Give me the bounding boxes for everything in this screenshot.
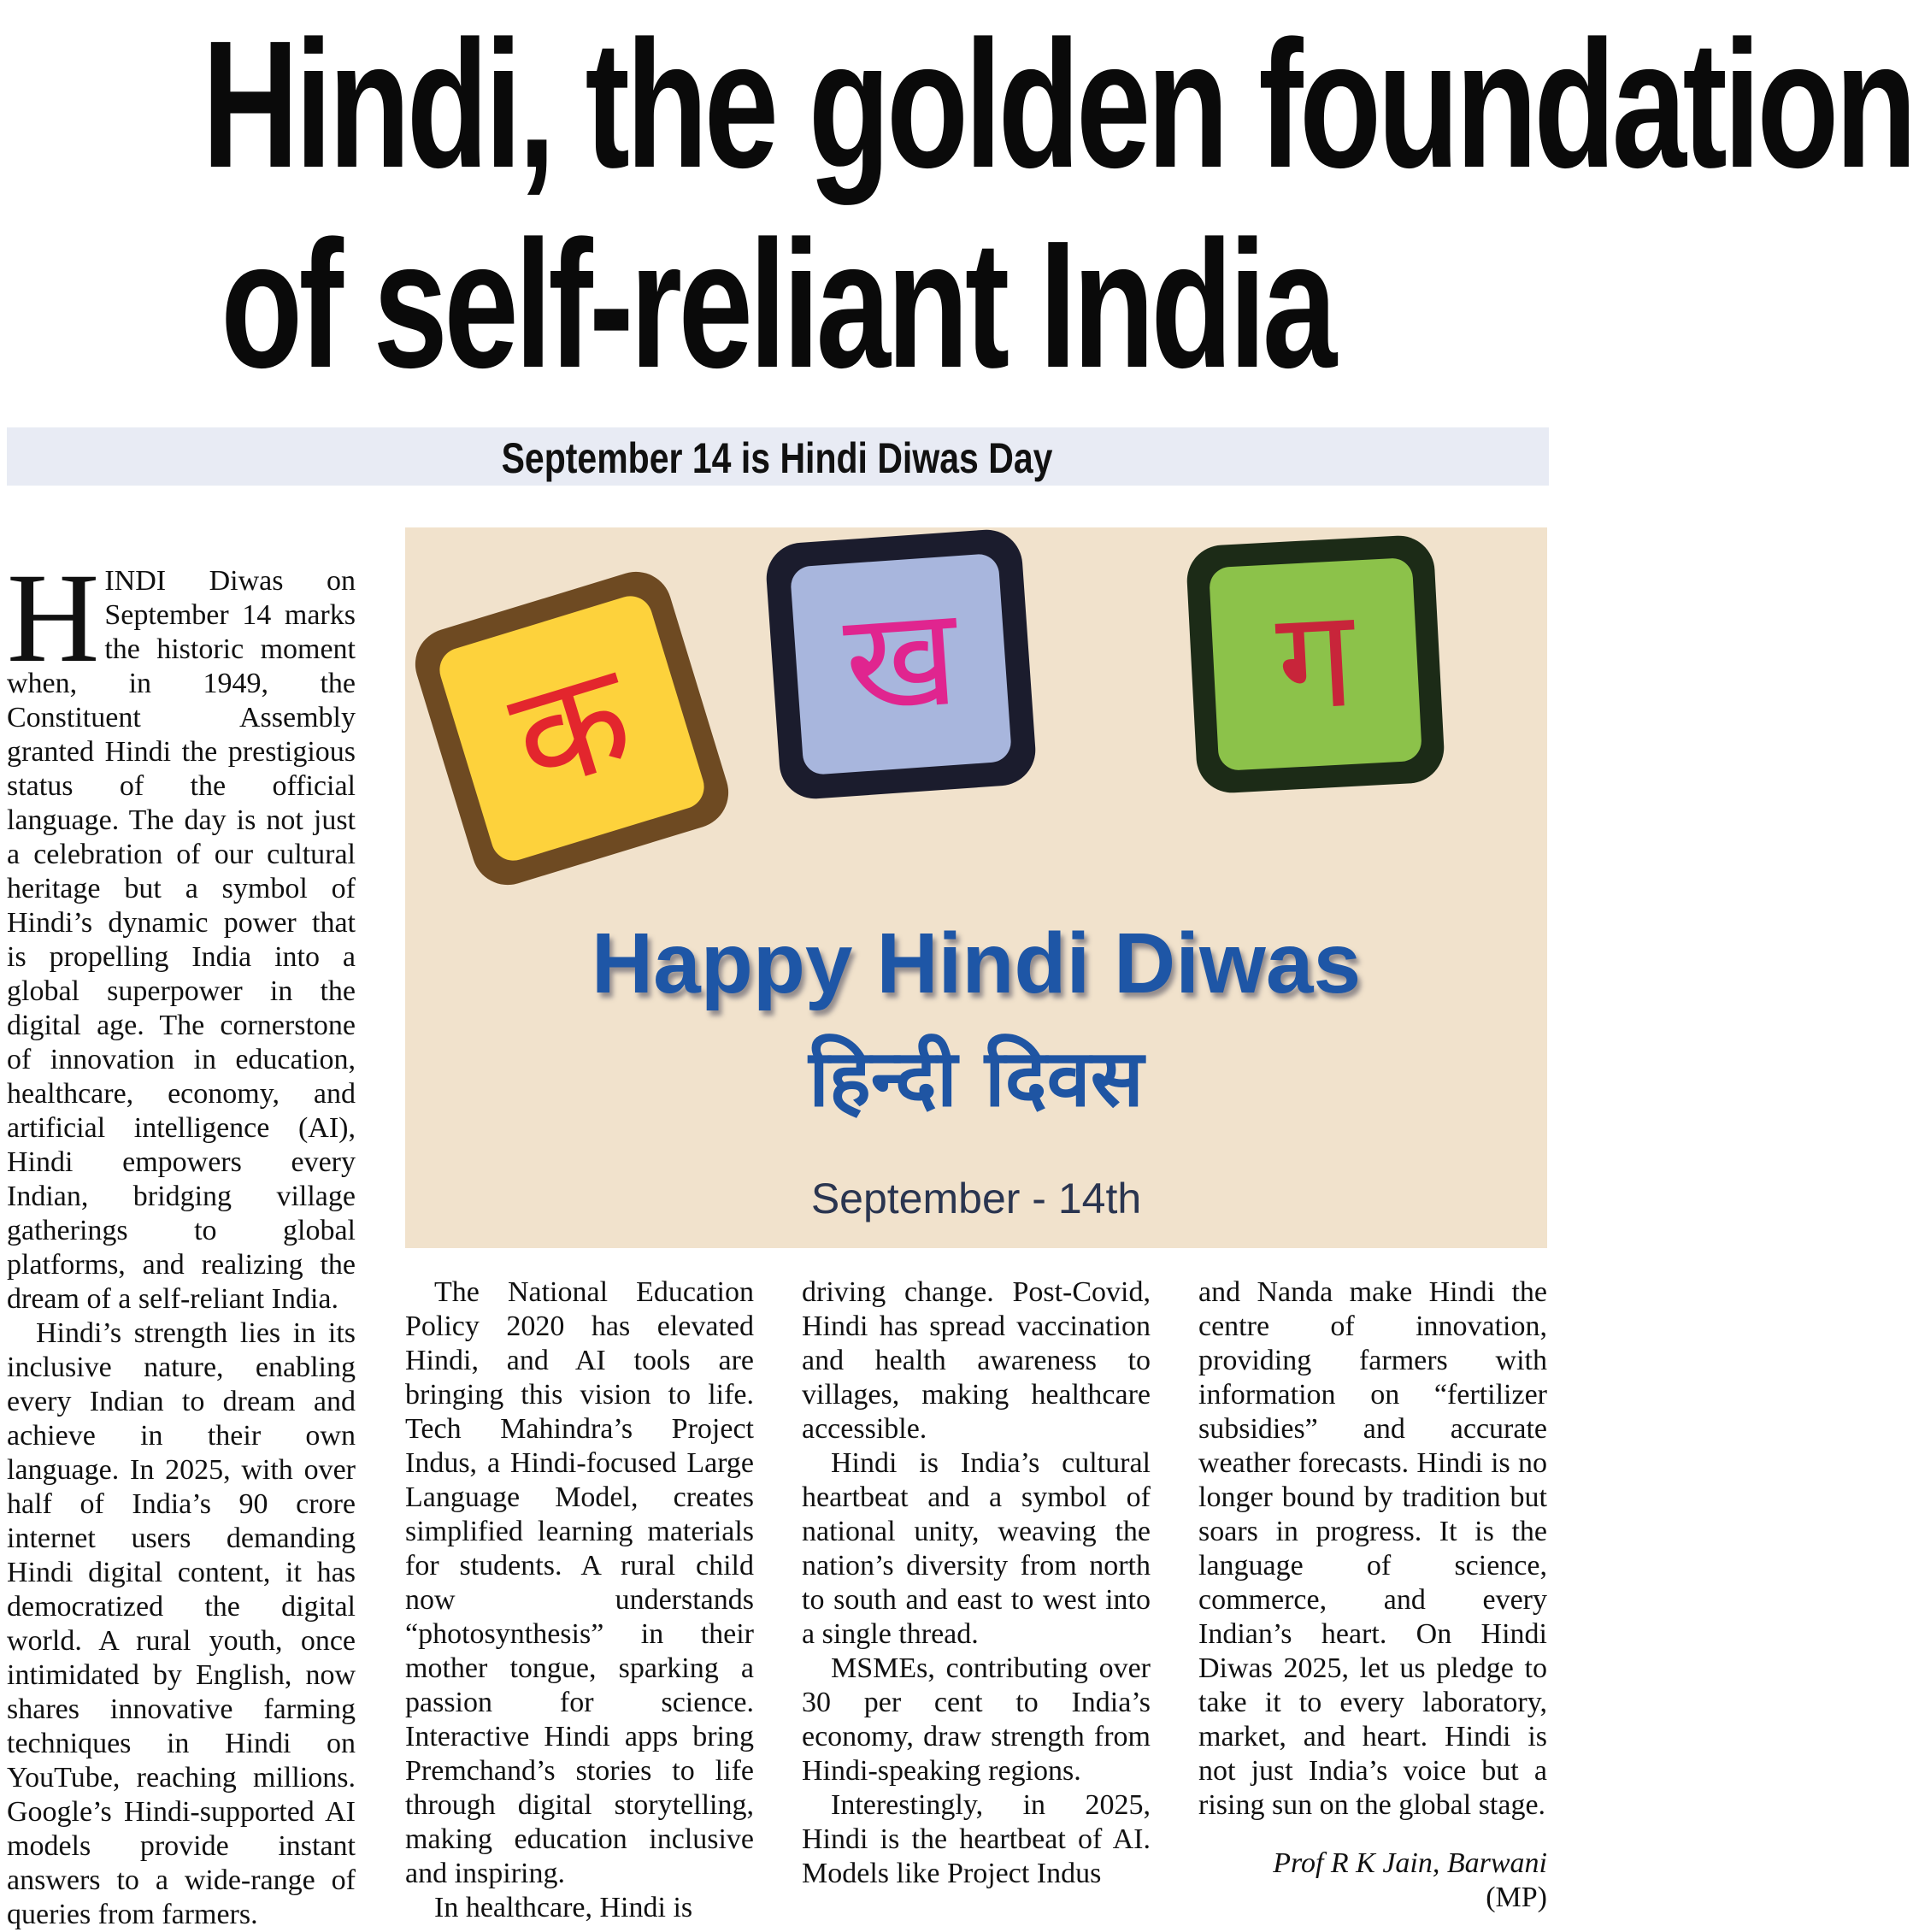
- tile-letter-ga: ग: [1273, 577, 1358, 742]
- article-paragraph: Hindi is India’s cultural heartbeat and a symbol of national unity, weaving the nation’s diversity from north to south and east to west into a single thread.: [802, 1447, 1151, 1650]
- headline-line-1: Hindi, the golden foundation: [202, 3, 1913, 205]
- article-column-1: [7, 547, 356, 1930]
- article-paragraph: MSMEs, contributing over 30 per cent to India’s economy, draw strength from Hindi-speaking regions.: [802, 1652, 1151, 1787]
- author-location: (MP): [1486, 1882, 1547, 1913]
- hindi-diwas-poster: [405, 527, 1547, 1248]
- author-byline: [1198, 1847, 1547, 1915]
- subheading: September 14 is Hindi Diwas Day: [501, 434, 1053, 482]
- poster-date: September - 14th: [810, 1175, 1142, 1222]
- article-paragraph: The National Education Policy 2020 has elevated Hindi, and AI tools are bringing this vision to life. Tech Mahindra’s Project Indus, a Hindi-focused Large Language Model, creates simplified learning materials for students. A rural child now understands “photosynthesis” in their mother tongue, sparking a passion for science. Interactive Hindi apps bring Premchand’s stories to life through digital storytelling, making education inclusive and inspiring.: [405, 1276, 754, 1889]
- article-column-3: [802, 1275, 1151, 1893]
- article-paragraph: In healthcare, Hindi is: [434, 1892, 693, 1923]
- article-paragraph: Hindi’s strength lies in its inclusive nature, enabling every Indian to dream and achieve in their own language. In 2025, with over half of India’s 90 crore internet users demanding Hindi digital content, it has democratized the digital world. A rural youth, once intimidated by English, now shares innovative farming techniques in Hindi on YouTube, reaching millions. Google’s Hindi-supported AI models provide instant answers to a wide-range of queries from farmers.: [7, 1317, 356, 1930]
- hindi-diwas-devanagari: हिन्दी दिवस: [809, 1033, 1144, 1124]
- author-name: Prof R K Jain, Barwani: [1273, 1847, 1547, 1879]
- paragraph-text: INDI Diwas on September 14 marks the historic moment when, in 1949, the Constituent Assembly granted Hindi the prestigious status of the official language. The day is not just a celebration of our cultural heritage but a symbol of Hindi’s dynamic power that is propelling India into a global superpower in the digital age. The cornerstone of innovation in education, healthcare, economy, and artificial intelligence (AI), Hindi empowers every Indian, bridging village gatherings to global platforms, and realizing the dream of a self-reliant India.: [7, 565, 356, 1315]
- happy-hindi-diwas-text: Happy Hindi Diwas: [591, 916, 1362, 1011]
- drop-cap: H: [7, 547, 100, 689]
- article-paragraph: Interestingly, in 2025, Hindi is the heartbeat of AI. Models like Project Indus: [802, 1789, 1151, 1889]
- tile-letter-ka: क: [493, 631, 650, 826]
- article-paragraph: and Nanda make Hindi the centre of innovation, providing farmers with information on “fertilizer subsidies” and accurate weather forecasts. Hindi is no longer bound by tradition but soars in progress. It is the language of science, commerce, and every Indian’s heart. On Hindi Diwas 2025, let us pledge to take it to every laboratory, market, and heart. Hindi is not just India’s voice but a rising sun on the global stage.: [1198, 1276, 1547, 1821]
- tile-letter-kha: ख: [839, 575, 962, 744]
- headline: [0, 0, 1913, 419]
- article-column-2: [405, 1275, 754, 1923]
- article-column-4: [1198, 1275, 1547, 1913]
- headline-line-2: of self-reliant India: [221, 203, 1333, 405]
- article-paragraph: [7, 547, 356, 1316]
- article-paragraph: driving change. Post-Covid, Hindi has spread vaccination and health awareness to villages, making healthcare accessible.: [802, 1276, 1151, 1445]
